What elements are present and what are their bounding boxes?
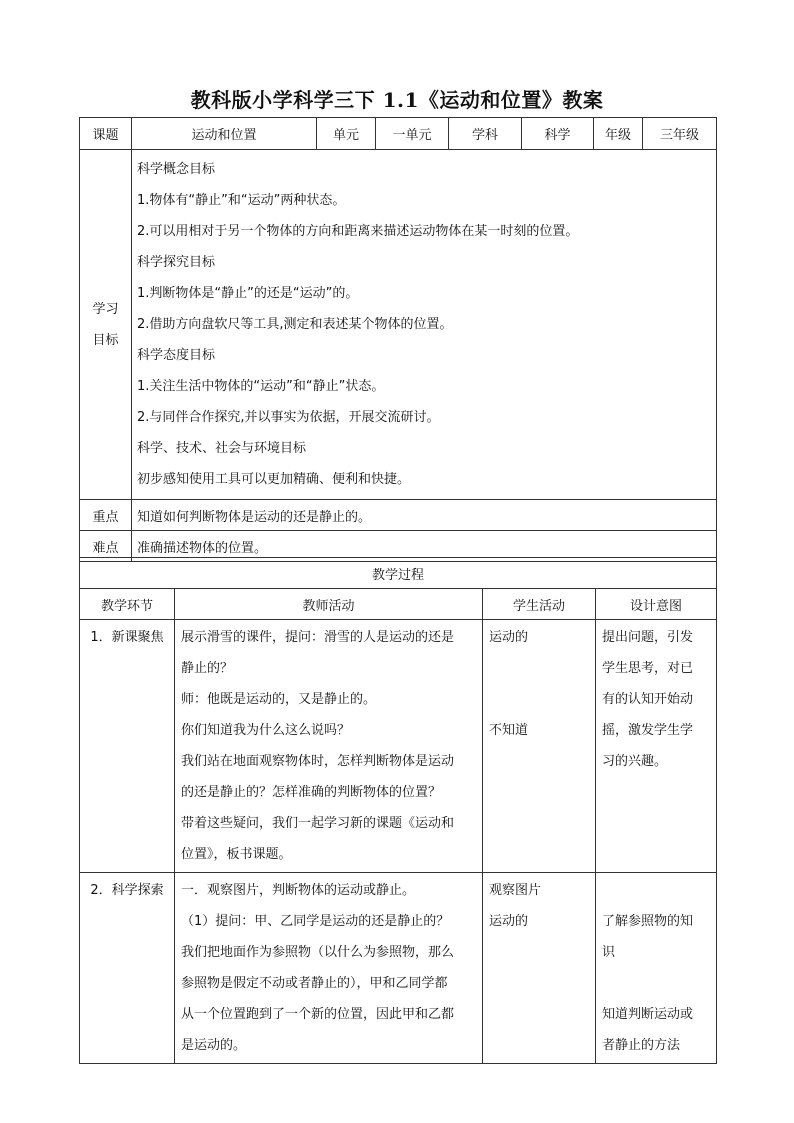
teacher-line: 从一个位置跑到了一个新的位置，因此甲和乙都 [181,1007,455,1022]
goals-cell [132,150,717,500]
topic-value: 运动和位置 [132,118,317,150]
goal-line: 1.关注生活中物体的“运动”和“静止”状态。 [137,379,385,394]
process-header: 教学过程 [80,558,717,589]
student-line: 不知道 [489,723,529,738]
goal-line: 2.与同伴合作探究,并以事实为依据，开展交流研讨。 [137,410,440,425]
subject-value: 科学 [522,118,594,150]
stage-cell [80,873,175,1064]
teacher-activity-cell [175,620,483,873]
teacher-line: 的还是静止的？怎样准确的判断物体的位置？ [181,785,442,800]
stage-label: 2．科学探索 [90,883,164,898]
teaching-process-table [79,557,717,1064]
student-line [489,653,589,684]
lesson-info-table [79,117,717,562]
intent-line: 知道判断运动或 [602,1007,694,1022]
goals-label-line-1: 学习 [92,301,119,317]
intent-line: 摇，激发学生学 [602,723,694,738]
column-header-stage: 教学环节 [80,589,175,620]
goals-label [80,150,132,500]
difficulty-value: 准确描述物体的位置。 [132,531,717,562]
intent-line: 有的认知开始动 [602,692,694,707]
stage-cell [80,620,175,873]
intent-line: 提出问题，引发 [602,630,694,645]
goal-line: 初步感知使用工具可以更加精确、便利和快捷。 [137,472,411,487]
student-line: 运动的 [489,914,529,929]
design-intent-cell [596,873,717,1064]
teacher-line: 带着这些疑问，我们一起学习新的课题《运动和 [181,816,455,831]
student-line: 运动的 [489,630,529,645]
intent-line [602,968,710,999]
teacher-activity-cell [175,873,483,1064]
column-header-student: 学生活动 [483,589,596,620]
goals-label-line-2: 目标 [92,332,119,348]
teacher-line: 静止的？ [181,661,234,676]
teacher-line: 位置》，板书课题。 [181,847,292,862]
teacher-line: 参照物是假定不动或者静止的），甲和乙同学都 [181,976,448,991]
stage-label: 1．新课聚焦 [90,630,164,645]
document-title: 教科版小学科学三下 1.1《运动和位置》教案 [190,88,604,112]
table-row [80,873,717,1064]
goal-heading-stse: 科学、技术、社会与环境目标 [137,441,307,456]
key-point-value: 知道如何判断物体是运动的还是静止的。 [132,500,717,531]
goal-heading-attitude: 科学态度目标 [137,348,216,363]
unit-label: 单元 [317,118,376,150]
subject-label: 学科 [449,118,522,150]
topic-label: 课题 [80,118,132,150]
teacher-line: 是运动的。 [181,1038,247,1053]
goal-line: 2.借助方向盘软尺等工具,测定和表述某个物体的位置。 [137,317,453,332]
column-header-intent: 设计意图 [596,589,717,620]
teacher-line: （1）提问：甲、乙同学是运动的还是静止的？ [181,914,450,929]
goal-line: 1.判断物体是“静止”的还是“运动”的。 [137,286,359,301]
intent-line [602,875,710,906]
grade-value: 三年级 [643,118,717,150]
teacher-line: 你们知道我为什么这么说吗？ [181,723,351,738]
design-intent-cell [596,620,717,873]
column-header-teacher: 教师活动 [175,589,483,620]
teacher-line: 一．观察图片，判断物体的运动或静止。 [181,883,416,898]
goal-heading-concept: 科学概念目标 [137,162,216,177]
goal-line: 2.可以用相对于另一个物体的方向和距离来描述运动物体在某一时刻的位置。 [137,224,579,239]
key-point-label: 重点 [80,500,132,531]
table-row [80,620,717,873]
intent-line: 识 [602,945,616,960]
goal-line: 1.物体有“静止”和“运动”两种状态。 [137,193,346,208]
intent-line: 习的兴趣。 [602,754,668,769]
student-activity-cell [483,620,596,873]
intent-line: 者静止的方法 [602,1038,681,1053]
student-line [489,684,589,715]
grade-label: 年级 [594,118,643,150]
student-line: 观察图片 [489,883,542,898]
teacher-line: 我们站在地面观察物体时，怎样判断物体是运动 [181,754,455,769]
unit-value: 一单元 [376,118,449,150]
student-activity-cell [483,873,596,1064]
difficulty-label: 难点 [80,531,132,562]
intent-line: 了解参照物的知 [602,914,694,929]
goal-heading-inquiry: 科学探究目标 [137,255,216,270]
teacher-line: 我们把地面作为参照物（以什么为参照物，那么 [181,945,455,960]
teacher-line: 展示滑雪的课件，提问：滑雪的人是运动的还是 [181,630,455,645]
intent-line: 学生思考，对已 [602,661,694,676]
teacher-line: 师：他既是运动的，又是静止的。 [181,692,377,707]
